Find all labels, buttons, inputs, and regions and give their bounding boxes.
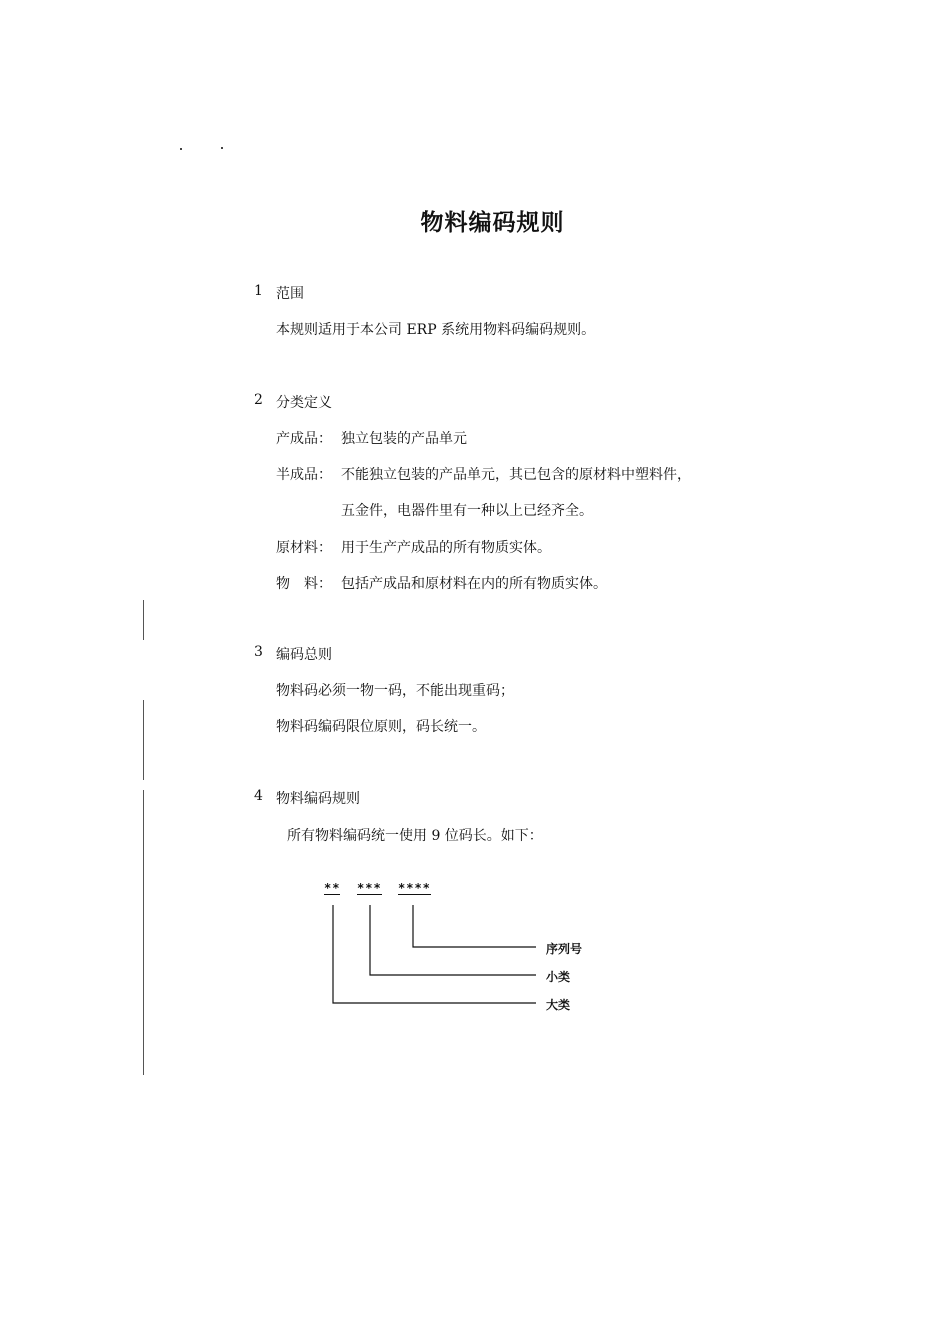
definition-term: 产成品： [276,431,332,447]
code-segment-major: ** [324,881,341,895]
section-number: 1 [254,283,263,299]
section-heading: 编码总则 [276,647,332,663]
definition-text: 用于生产产成品的所有物质实体。 [341,540,551,556]
code-segment-serial: **** [398,881,431,895]
label-major-category: 大类 [546,998,571,1012]
definition-text: 包括产成品和原材料在内的所有物质实体。 [341,576,607,592]
connector-minor [370,905,536,975]
label-serial-number: 序列号 [546,942,583,956]
paragraph: 物料码必须一物一码，不能出现重码； [276,683,514,699]
page-title: 物料编码规则 [420,209,565,236]
paragraph: 所有物料编码统一使用 9 位码长。如下： [287,828,543,844]
paragraph: 本规则适用于本公司 ERP 系统用物料码编码规则。 [276,322,596,338]
definition-text: 不能独立包装的产品单元，其已包含的原材料中塑料件， [341,467,691,483]
section-heading: 物料编码规则 [276,791,360,807]
label-minor-category: 小类 [546,970,571,984]
definition-term: 半成品： [276,467,332,483]
code-segment-minor: *** [357,881,382,895]
connector-major [333,905,536,1003]
definition-text: 独立包装的产品单元 [341,431,467,447]
section-number: 3 [254,644,263,660]
definition-term: 原材料： [276,540,332,556]
connector-serial [413,905,536,947]
definition-term: 物 料： [276,576,332,592]
section-heading: 范围 [276,286,304,302]
paragraph: 物料码编码限位原则，码长统一。 [276,719,486,735]
section-heading: 分类定义 [276,395,332,411]
section-number: 2 [254,392,263,408]
definition-continuation: 五金件，电器件里有一种以上已经齐全。 [341,503,593,519]
section-number: 4 [254,788,263,804]
